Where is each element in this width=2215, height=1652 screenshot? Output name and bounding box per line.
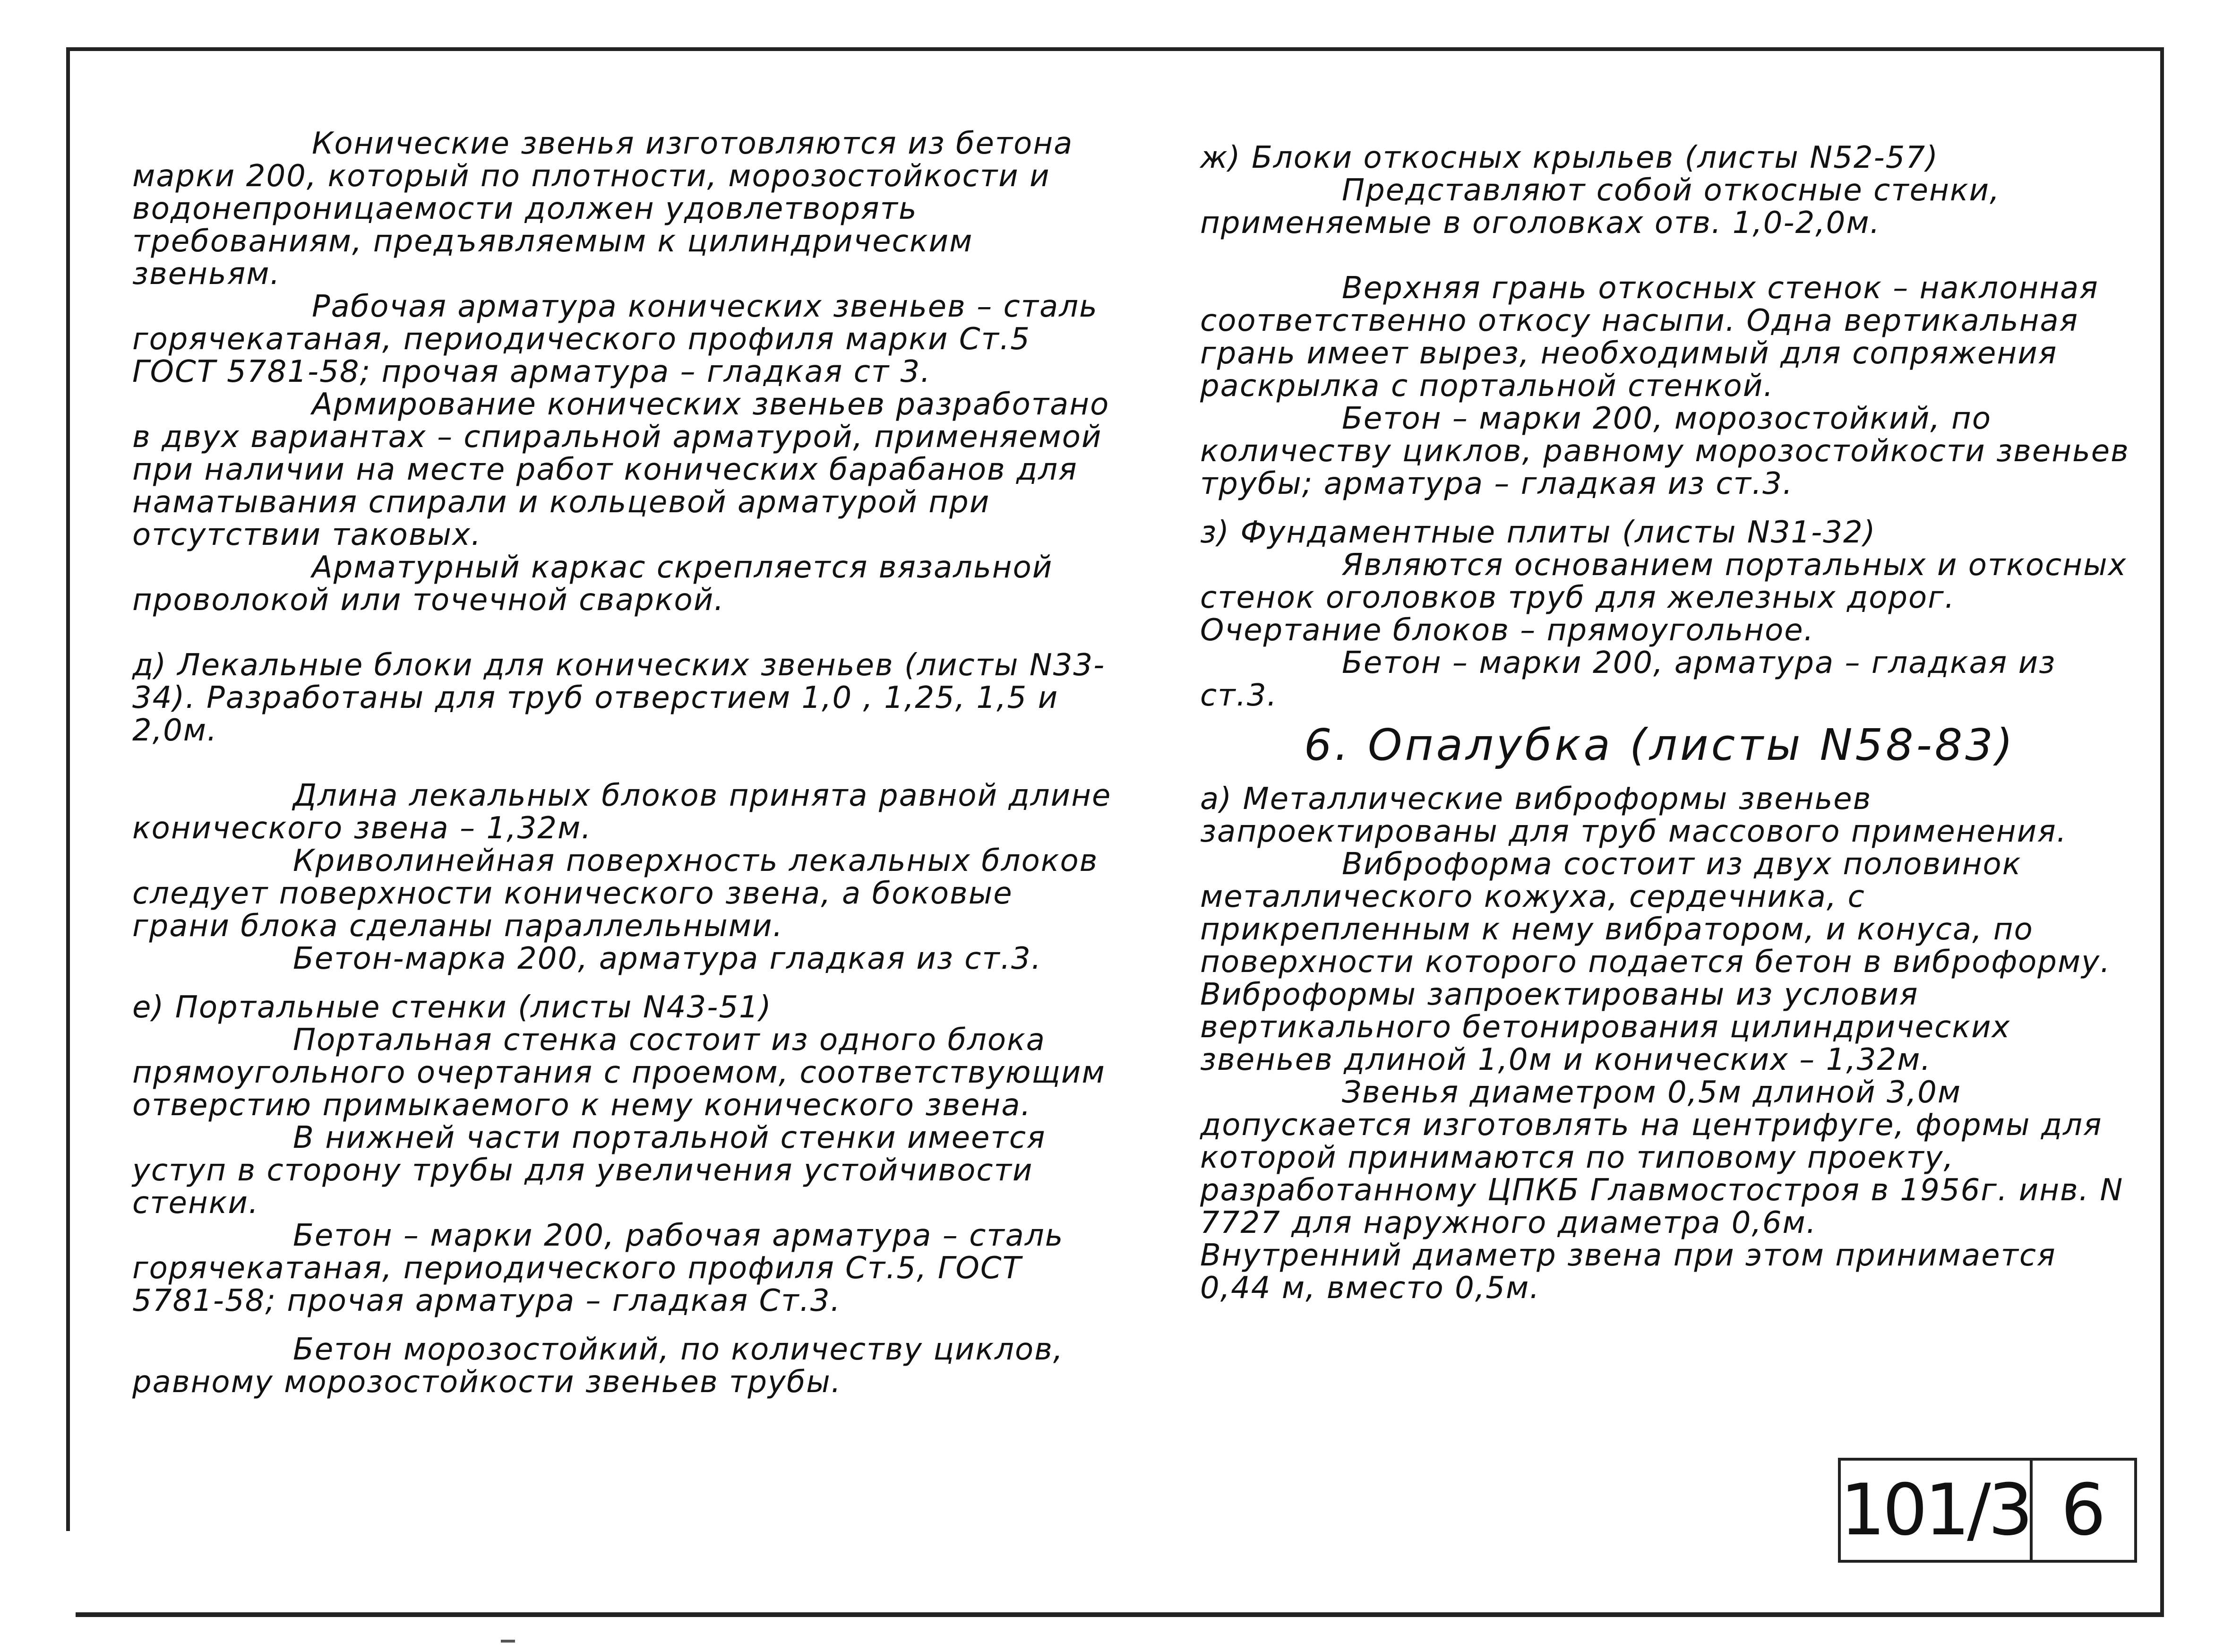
paragraph-vibroform-composition: Виброформа состоит из двух половинок металлического кожуха, сердечника, с прикрепленным к нему вибратором, и конуса, по поверхности которого подается бетон в виброформу.: [1200, 847, 2111, 980]
paragraph-conical-working-rebar: Рабочая арматура конических звеньев – сталь горячекатаная, периодического профиля марки Ст.5 ГОСТ 5781-58; прочая арматура – гладкая ст 3.: [132, 289, 1098, 389]
paragraph-inner-diameter: Внутренний диаметр звена при этом принимается 0,44 м, вместо 0,5м.: [1200, 1238, 2056, 1306]
paragraph-foundation-slabs: Являются основанием портальных и откосных стенок оголовков труб для железных дорог. Очертание блоков – прямоугольное.: [1200, 548, 2127, 648]
sheet-number: 6: [2060, 1469, 2106, 1551]
paragraph-foundation-concrete: Бетон – марки 200, арматура – гладкая из ст.3.: [1200, 645, 2056, 713]
paragraph-wing-blocks-purpose: Представляют собой откосные стенки, применяемые в оголовках отв. 1,0-2,0м.: [1200, 173, 2000, 241]
frame-left-line: [66, 47, 70, 1531]
section-z-foundation-slabs: з) Фундаментные плиты (листы N31-32): [1200, 515, 1876, 550]
frame-right-line: [2160, 47, 2164, 1616]
frame-top-line: [66, 47, 2164, 51]
paragraph-pattern-concrete: Бетон-марка 200, арматура гладкая из ст.3.: [293, 941, 1042, 976]
paragraph-conical-links-concrete: Конические звенья изготовляются из бетона марки 200, который по плотности, морозостойкости и водонепроницаемости должен удовлетворять требованиям, предъявляемым к цилиндрическим звеньям.: [132, 126, 1073, 292]
right-text-column: [1200, 142, 2136, 1305]
section-zh-wing-blocks: ж) Блоки откосных крыльев (листы N52-57): [1200, 140, 1939, 175]
paragraph-wing-concrete: Бетон – марки 200, морозостойкий, по количеству циклов, равному морозостойкости звеньев трубы; арматура – гладкая из ст.3.: [1200, 401, 2129, 501]
document-number: 101/3: [1841, 1461, 2033, 1560]
paragraph-portal-wall-block: Портальная стенка состоит из одного блока прямоугольного очертания с проемом, соответствующим отверстию примыкаемого к нему конического звена.: [132, 1023, 1106, 1123]
paragraph-curved-surface: Криволинейная поверхность лекальных блоков следует поверхности конического звена, а боковые грани блока сделаны параллельными.: [132, 843, 1099, 944]
paragraph-rebar-cage: Арматурный каркас скрепляется вязальной проволокой или точечной сваркой.: [132, 550, 1053, 618]
paragraph-vibroforms-designed: а) Металлические виброформы звеньев запроектированы для труб массового применения.: [1200, 782, 2068, 849]
paragraph-vibroforms-vertical: Виброформы запроектированы из условия вертикального бетонирования цилиндрических звеньев длиной 1,0м и конических – 1,32м.: [1200, 977, 2011, 1077]
paragraph-conical-reinforcement: Армирование конических звеньев разработано в двух вариантах – спиральной арматурой, применяемой при наличии на месте работ конических барабанов для наматывания спирали и кольцевой арматурой при отсутствии таковых.: [132, 387, 1110, 552]
section-e-portal-walls: е) Портальные стенки (листы N43-51): [132, 990, 772, 1025]
section-6-formwork-heading: 6. Опалубка (листы N58-83): [1304, 720, 2016, 770]
paragraph-portal-wall-concrete: Бетон – марки 200, рабочая арматура – сталь горячекатаная, периодического профиля Ст.5, ГОСТ 5781-58; прочая арматура – гладкая Ст.3.: [132, 1218, 1064, 1318]
section-d-pattern-blocks: д) Лекальные блоки для конических звеньев (листы N33-34). Разработаны для труб отверстием 1,0 , 1,25, 1,5 и 2,0м.: [132, 648, 1106, 748]
paragraph-frost-resistant-concrete: Бетон морозостойкий, по количеству циклов, равному морозостойкости звеньев трубы.: [132, 1332, 1064, 1400]
title-block-stamp: [1838, 1458, 2137, 1563]
scan-mark: [501, 1640, 515, 1643]
paragraph-portal-wall-ledge: В нижней части портальной стенки имеется уступ в сторону трубы для увеличения устойчивости стенки.: [132, 1120, 1046, 1221]
paragraph-centrifuge-links: Звенья диаметром 0,5м длиной 3,0м допускается изготовлять на центрифуге, формы для которой принимаются по типовому проекту, разработанному ЦПКБ Главмостостроя в 1956г. инв. N 7727 для наружного диаметра 0,6м.: [1200, 1075, 2124, 1240]
frame-bottom-line: [76, 1612, 2164, 1617]
paragraph-pattern-block-length: Длина лекальных блоков принята равной длине конического звена – 1,32м.: [132, 778, 1112, 846]
left-text-column: [132, 128, 1115, 1399]
paragraph-wing-top-face: Верхняя грань откосных стенок – наклонная соответственно откосу насыпи. Одна вертикальная грань имеет вырез, необходимый для сопряжения раскрылка с портальной стенкой.: [1200, 271, 2099, 404]
